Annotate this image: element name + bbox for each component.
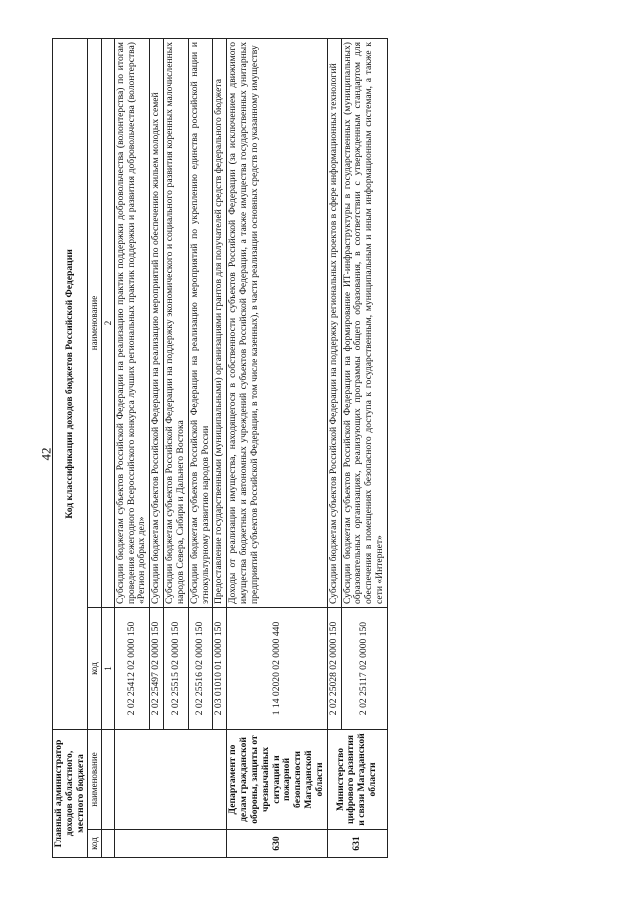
- income-code: 2 02 25028 02 0000 150: [327, 608, 341, 730]
- income-description: Доходы от реализации имущества, находящегося в собственности субъектов Российской Федерации (за исключением движимого имущества бюджетных и автономных учреждений субъектов Российской Федерации, а также имущества государственных унитарных предприятий субъектов Российской Федерации, в том числе казенных), в части реализации основных средств по указанному имуществу: [227, 39, 327, 608]
- column-number-2: 2: [101, 39, 114, 608]
- column-number-1: 1: [101, 608, 114, 730]
- income-classification-table: [52, 38, 388, 858]
- table-row: [114, 39, 149, 858]
- income-description: Предоставление государственными (муниципальными) организациями грантов для получателей средств федерального бюджета: [213, 39, 227, 608]
- header-main-admin: Главный администратор доходов областного, местного бюджета: [53, 730, 88, 858]
- header-row-1: [53, 39, 88, 858]
- header-kod: код: [88, 830, 101, 858]
- table-row: [227, 39, 327, 858]
- admin-code: 631: [327, 830, 387, 858]
- admin-code: 630: [227, 830, 327, 858]
- header-classification: Код классификации доходов бюджетов Российской Федерации: [53, 39, 88, 730]
- income-code: 2 02 25117 02 0000 150: [341, 608, 387, 730]
- income-code: 2 03 01010 01 0000 150: [213, 608, 227, 730]
- header-row-numbers: [101, 39, 114, 858]
- income-description: Субсидии бюджетам субъектов Российской Федерации на реализацию практик поддержки добровольчества (волонтерства) по итогам проведения ежегодного Всероссийского конкурса лучших региональных практик поддержки и развития добровольчества (волонтерства) «Регион добрых дел»: [114, 39, 149, 608]
- income-description: Субсидии бюджетам субъектов Российской Федерации на поддержку экономического и социального развития коренных малочисленных народов Севера, Сибири и Дальнего Востока: [164, 39, 189, 608]
- income-description: Субсидии бюджетам субъектов Российской Федерации на реализацию мероприятий по укреплению единства российской нации и этнокультурному развитию народов России: [188, 39, 213, 608]
- income-code: 2 02 25516 02 0000 150: [188, 608, 213, 730]
- income-description: Субсидии бюджетам субъектов Российской Федерации на поддержку региональных проектов в сфере информационных технологий: [327, 39, 341, 608]
- header-row-2: [88, 39, 101, 858]
- income-code: 2 02 25412 02 0000 150: [114, 608, 149, 730]
- income-code: 2 02 25497 02 0000 150: [150, 608, 164, 730]
- income-code: 1 14 02020 02 0000 440: [227, 608, 327, 730]
- header-naimenovanie-2: наименование: [88, 39, 101, 608]
- income-description: Субсидии бюджетам субъектов Российской Федерации на реализацию мероприятий по обеспечению жильем молодых семей: [150, 39, 164, 608]
- table-row: [327, 39, 341, 858]
- header-naimenovanie: наименование: [88, 730, 101, 830]
- admin-name: Министерство цифрового развития и связи Магаданской области: [327, 730, 387, 830]
- header-kod-2: код: [88, 608, 101, 730]
- rotated-table-container: [52, 38, 527, 858]
- admin-name: Департамент по делам гражданской обороны, защиты от чрезвычайных ситуаций и пожарной безопасности Магаданской области: [227, 730, 327, 830]
- page-number: 42: [38, 447, 54, 461]
- income-description: Субсидии бюджетам субъектов Российской Федерации на формирование ИТ-инфраструктуры в государственных (муниципальных) образовательных организациях, реализующих программы общего образования, в соответствии с утвержденным стандартом для обеспечения в помещениях безопасного доступа к государственным, муниципальным и иным информационным системам, а также к сети «Интернет»: [341, 39, 387, 608]
- income-code: 2 02 25515 02 0000 150: [164, 608, 189, 730]
